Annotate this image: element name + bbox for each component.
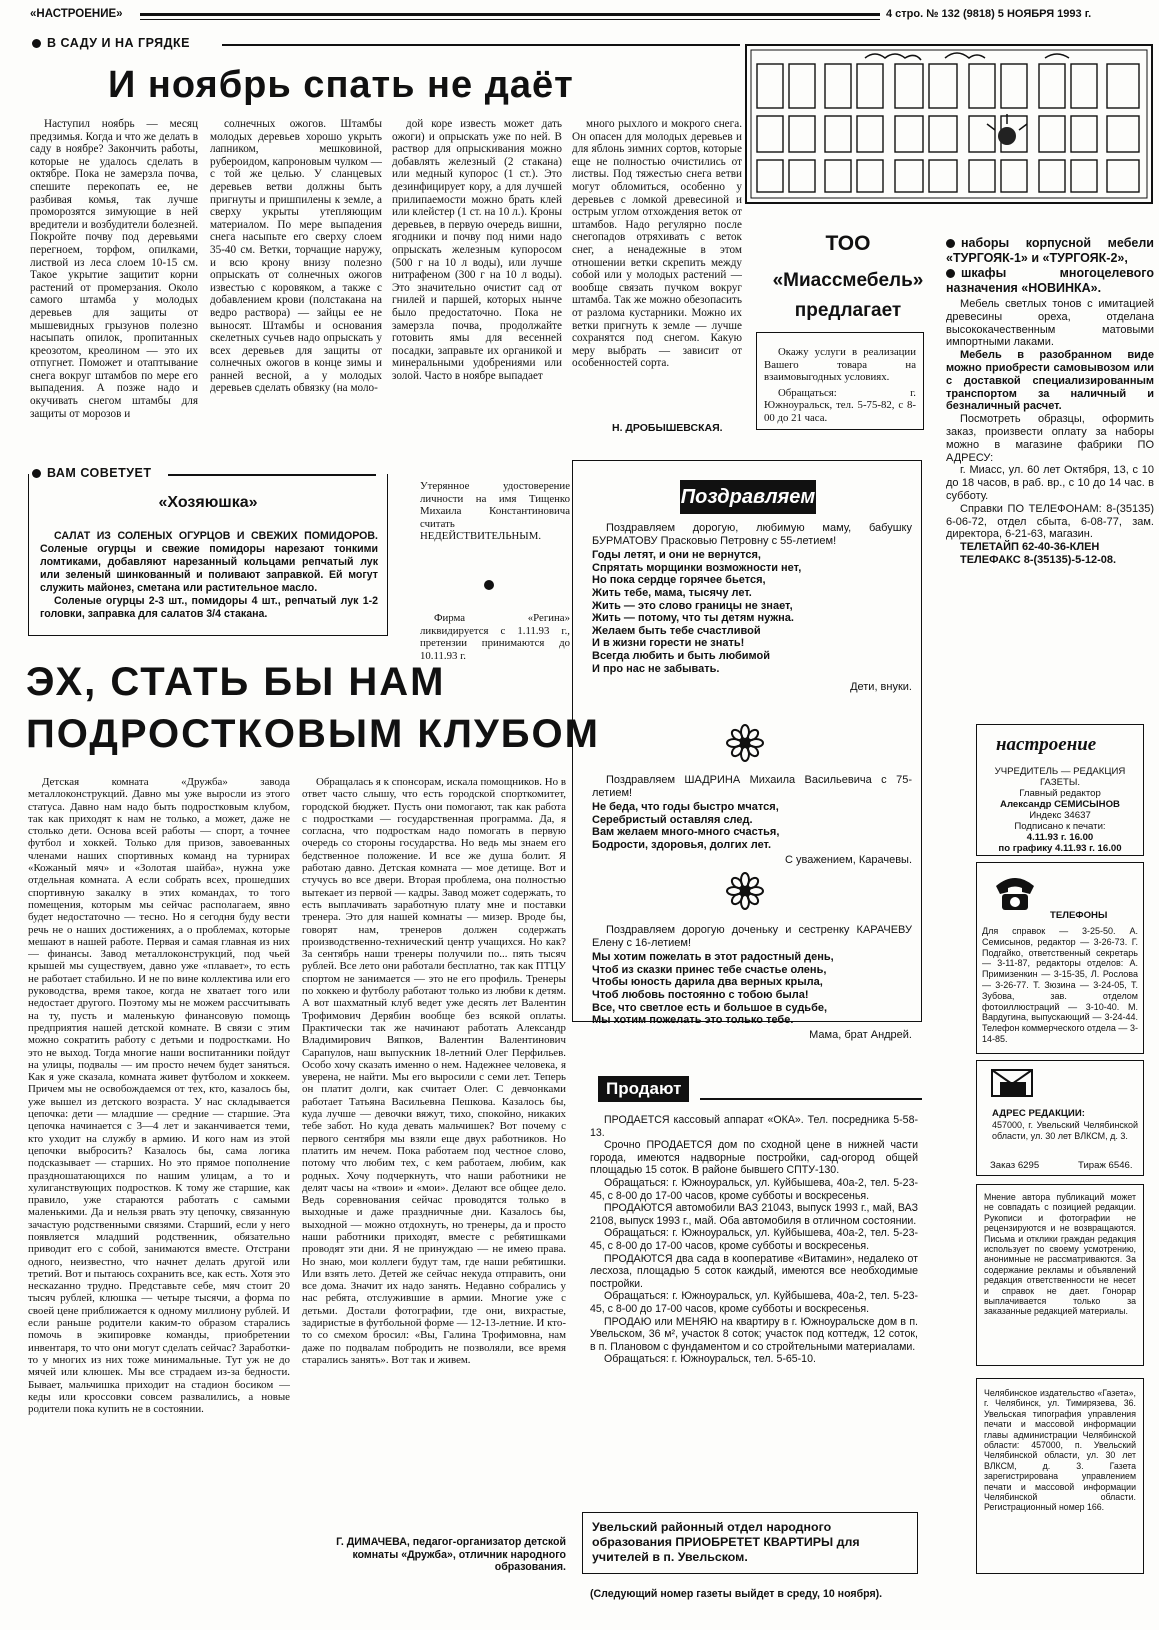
poem-line: И в жизни горести не знать!: [592, 637, 745, 650]
address-title: АДРЕС РЕДАКЦИИ:: [992, 1108, 1085, 1119]
advice-ingredients-text: Соленые огурцы 2-3 шт., помидоры 4 шт., репчатый лук 1-2 головки, заправка для салатов 3/4 стакана.: [40, 595, 378, 620]
next-issue: (Следующий номер газеты выйдет в среду, 10 ноября).: [590, 1588, 883, 1600]
poem-line: Серебристый оставляя след.: [592, 813, 753, 826]
kicker-rule: [222, 44, 740, 46]
sale-ad-4: ПРОДАЮТСЯ два сада в кооперативе «Витамин», недалеко от лесхоза, площадью 5 соток каждый, имеются все необходимые постройки.: [590, 1252, 918, 1290]
poem-line: Чтоб из сказки принес тебе счастье олень,: [592, 963, 827, 976]
imprint-index: Индекс 34637: [1029, 810, 1091, 821]
imprint-editor-title: Главный редактор: [1019, 788, 1101, 799]
lost-notice: [420, 480, 570, 543]
imprint-editor: Александр СЕМИСЫНОВ: [1000, 799, 1120, 810]
phones-list: Для справок — 3-25-50. А. Семисынов, редактор — 3-26-73. Г. Подгайко, ответственный секретарь — 3-11-87, редакторы отделов: А. Примизенкин — 3-15-35, Л. Рослова — 3-26-77. Т. Зюзина — 3-24-05, Т. Зубова, зав. отделом фотоиллюстраций — 3-10-40. М. Вардугина, выпускающий — 3-24-44. Телефон коммерческого отдела — 3-14-85.: [982, 926, 1138, 1044]
poem-line: Не беда, что годы быстро мчатся,: [592, 801, 779, 814]
congrats-1: [592, 522, 912, 694]
club-headline-2: ПОДРОСТКОВЫМ КЛУБОМ: [26, 712, 600, 756]
sale-rule: [700, 1098, 922, 1100]
club-signature: Г. ДИМАЧЕВА, педагог-организатор детской комнаты «Дружба», отличник народного образования.: [336, 1536, 566, 1573]
poem-line: Желаем быть тебе счастливой: [592, 624, 761, 637]
poem-line: Все, что светлое есть и большое в судьбе,: [592, 1001, 828, 1014]
order-number: Заказ 6295: [990, 1160, 1040, 1171]
issue-info: 4 стро. № 132 (9818) 5 НОЯБРЯ 1993 г.: [886, 8, 1092, 20]
window-drawing-icon: [745, 44, 1153, 204]
masthead-rule-thin: [140, 19, 880, 20]
poem-line: Но пока сердце горячее бьется,: [592, 574, 766, 587]
sale-ad-5: ПРОДАЮ или МЕНЯЮ на квартиру в г. Южноуральске дом в п. Увельском, 36 м², участок 8 соток; участок под коттедж, 12 соток, в п. Плановом с фундаментом и со стройтельными материалами.: [590, 1315, 918, 1353]
furniture-item-2: [946, 266, 1154, 296]
sale-ad-3-contact: Обращаться: г. Южноуральск, ул. Куйбышева, 40а-2, тел. 5-23-45, с 8-00 до 17-00 часов, кроме субботы и воскресенья.: [590, 1227, 918, 1252]
section-name: «НАСТРОЕНИЕ»: [30, 8, 123, 20]
club-col-1: [28, 776, 290, 1622]
garden-kicker: [32, 36, 190, 50]
congrats-2-poem: [592, 801, 912, 851]
poem-line: Спрятать морщинки возможности нет,: [592, 561, 802, 574]
poem-line: Всегда любить и быть любимой: [592, 649, 770, 662]
imprint-founder: УЧРЕДИТЕЛЬ — РЕДАКЦИЯ ГАЗЕТЫ.: [994, 766, 1126, 788]
garden-text-1: Наступил ноябрь — месяц предзимья. Когда и что же делать в саду в ноябре? Закончить работы, которые не удалось сделать в октябре. Пока не замерзла почва, спешите перекопать ее, не разбивая комья, так лучше проморозятся зимующие в ней вредители и возбудители болезней. Покройте почву под деревьями перегноем, торфом, опилками, листвой из леса слоем 10-15 см. Такое укрытие защитит корни растений от промерзания. Около самого штамба у молодых деревьев для защиты от мышевидных грызунов полезно насыпать опилок, пропитанных креозотом, креолином — это их отпугнет. Поможет и отаптывание снега вокруг штамбов по мере его выпадения. А позже надо и окучивать снегом штамбы для защиты от морозов и: [30, 118, 198, 420]
poem-line: Бодрости, здоровья, долгих лет.: [592, 838, 772, 851]
congrats-1-poem: [592, 549, 912, 675]
club-text-1: Детская комната «Дружба» завода металлоконструкций. Давно мы уже выросли из этого статуса. Давно нам надо быть подростковым клубом, так как приходят к нам не только, а может, даже не столько дети. Основа всей работы — спорт, а точнее футбол и хоккей. Только для призов, завоеванных членами наших спортивных команд на турнирах «Кожаный мяч» и «Золотая шайба», нужна уже отдельная комната. А если собрать всех, прошедших спортивную закалку в этих командах, то того помещения, которым мы сейчас располагаем, явно будет недостаточно — тесно. Но я сегодня буду вести речь не о наших достижениях, а о проблемах, которые мешают в нашей работе. Первая и самая главная из них — финансы. Завод металлоконструкций, под чьей крышей мы существуем, давно уже «плавает», то есть не работает стабильно. И не по вине коллектива или его руководства, время такое, когда не хватает того или недостает другого. Поэтому мы не можем рассчитывать на ту, пусть и маленькую финансовую помощь предприятия нашей детской комнате. В связи с этим можно сократить работу с детьми и подростками. Но это не выход. Тогда многие наши воспитанники пойдут на улицы, подвалы — им просто нечем будет заняться. Как я уже сказала, комната живет футболом и хоккеем. Причем мы не освобождаемся от тех, кто, казалось бы, уже вышел из детского возраста. У нас складывается цепочка: дети — младшие — средние — старшие. Эта цепочка начинается с 3—4 лет и заканчивается теми, кто уходит на службу в армию. И кого нам из этой цепочки выбросить? Казалось бы, сама логика подсказывает — старших. Но это прямое пополнение праздношатающихся по нашим улицам, а то и хулиганствующих подростков. К тому же старшие, как правило, уже стараются работать с самыми маленькими. Да и нельзя рвать эту цепочку, связанную зачастую родственными связями. Старший, если у него появляется младший родственник, обязательно приводит его с собой, занимаются вместе. Отстрани одного, неизвестно, что начнет делать другой или третий. Вот и пытаюсь сохранить все, как есть. Хотя это нескazанно трудно. Представьте себе, мяч стоит 20 тысяч рублей, клюшка — четыре тысячи, а форма по своей цене приближается к одному миллиону рублей. И если раньше родители каким-то образом старались помочь в экипировке команды, приобретении инвентаря, то что они могут сделать сейчас? Заработки-то у многих из них тоже минимальные. Тут уж не до мячей или клюшек. Мы все страдаем из-за бедности. Бывает, мальчишка приходит на стадион босиком — кеды или кроссовки совсем развалились, а новые родители пока купить не в состоянии.: [28, 776, 290, 1416]
sale-header: Продают: [598, 1076, 689, 1102]
congrats-3-sign: Мама, брат Андрей.: [809, 1028, 912, 1041]
imprint-founder-block: [980, 766, 1140, 854]
congrats-3: [592, 924, 912, 1041]
poem-line: И про нас не забывать.: [592, 662, 720, 675]
garden-kicker-text: В САДУ И НА ГРЯДКЕ: [47, 36, 190, 50]
furniture-item-1-text: наборы корпусной мебели «ТУРГОЯК-1» и «ТУРГОЯК-2»,: [946, 236, 1154, 265]
masthead-rule: [140, 13, 880, 16]
furniture-phones: Справки ПО ТЕЛЕФОНАМ: 8-(35135) 6-06-72, отдел сбыта, 6-08-77, зам. директора, 6-21-63, магазин.: [946, 502, 1154, 541]
garden-text-4: много рыхлого и мокрого снега. Он опасен для молодых деревьев и для яблонь зимних сортов, которые еще не полностью очистились от листвы. Под тяжестью снега ветви могут обломиться, особенно у деревьев с ломкой древесиной и острым углом отхождения веток от штамбов. Надо регулярно после снегопадов отряхивать с веток снег, а ненадежные в этом отношении ветки скрепить между собой или у молодых растений — вообще связать пучком вокруг штамба. Так же можно обезопасить от разлома кустарники. Можно их ветки пригнуть к земле — лучше сохранятся под снегом. Какую меру выбрать — зависит от особенностей сорта.: [572, 118, 742, 370]
bullet-icon: [484, 580, 494, 590]
advice-recipe: [40, 530, 378, 621]
too-services-text: Окажу услуги в реализации Вашего товара на взаимовыгодных условиях.: [764, 346, 916, 384]
bullet-icon: [32, 39, 41, 48]
club-col-2: [302, 776, 566, 1526]
furniture-address: г. Миасс, ул. 60 лет Октября, 13, с 10 до 18 часов, в раб. вр., с 10 до 14 час. в субботу.: [946, 464, 1154, 502]
flower-icon: [726, 872, 764, 915]
bullet-icon: [946, 269, 955, 278]
furniture-item-2-text: шкафы многоцелевого назначения «НОВИНКА».: [946, 266, 1154, 295]
too-contact-text: Обращаться: г. Южноуральск, тел. 5-75-82, с 8-00 до 21 часа.: [764, 386, 916, 424]
garden-col-4: [572, 118, 742, 422]
flower-icon: [726, 724, 764, 767]
advice-title: «Хозяюшка»: [158, 494, 258, 511]
congrats-1-intro: Поздравляем дорогую, любимую маму, бабушку БУРМАТОВУ Прасковью Петровну с 55-летием!: [592, 522, 912, 547]
advice-recipe-text: САЛАТ ИЗ СОЛЕНЫХ ОГУРЦОВ И СВЕЖИХ ПОМИДОРОВ. Соленые огурцы и свежие помидоры нарезают тонкими ломтиками, добавляют нарезанный кольцами репчатый лук или зеленый шинкованный и поливают заправкой. Ей могут служить майонез, сметана или растительное масло.: [40, 530, 378, 594]
congrats-2-sign: С уважением, Карачевы.: [785, 853, 912, 866]
congrats-2-intro: Поздравляем ШАДРИНА Михаила Васильевича с 75-летием!: [592, 774, 912, 799]
garden-col-2: [210, 118, 382, 436]
furniture-teletype: ТЕЛЕТАЙП 62-40-36-КЛЕН: [960, 541, 1100, 554]
regina-notice: [420, 612, 570, 662]
poem-line: Жить тебе, мама, тысячу лет.: [592, 586, 752, 599]
sale-ad-3: ПРОДАЮТСЯ автомобили ВАЗ 21043, выпуск 1993 г., май, ВАЗ 2108, выпуск 1993 г., май. Оба автомобиля в отличном состоянии.: [590, 1202, 918, 1227]
sale-ad-1: ПРОДАЕТСЯ кассовый аппарат «ОКА». Тел. посредника 5-58-13.: [590, 1114, 918, 1139]
poem-line: Чтобы юность дарила два верных крыла,: [592, 976, 823, 989]
furniture-order: Посмотреть образцы, оформить заказ, произвести оплату за наборы можно в магазине фабрики ПО АДРЕСУ:: [946, 413, 1154, 464]
poem-line: Чтоб любовь постоянно с тобою была!: [592, 988, 809, 1001]
congrats-2: [592, 774, 912, 866]
lost-notice-text: Утерянное удостоверение личности на имя Тищенко Михаила Константиновича считать НЕДЕЙСТВИТЕЛЬНЫМ.: [420, 480, 570, 543]
poem-line: Мы хотим пожелать в этот радостный день,: [592, 951, 834, 964]
sale-ad-5-contact: Обращаться: г. Южноуральск, тел. 5-65-10.: [604, 1353, 816, 1366]
club-headline-1: ЭХ, СТАТЬ БЫ НАМ: [26, 660, 446, 704]
imprint-signed-plan: по графику 4.11.93 г. 16.00: [998, 843, 1122, 854]
furniture-item-1: [946, 236, 1154, 266]
furniture-ad: [946, 236, 1154, 676]
too-title-1: ТОО: [825, 232, 871, 255]
imprint-signed-fact: 4.11.93 г. 16.00: [1026, 832, 1094, 843]
too-title-3: предлагает: [794, 300, 902, 321]
garden-col-1: [30, 118, 198, 436]
advice-kicker-text: ВАМ СОВЕТУЕТ: [47, 466, 152, 480]
envelope-icon: [990, 1068, 1034, 1103]
poem-line: Жить — это слово границы не знает,: [592, 599, 793, 612]
window-illustration: [745, 44, 1153, 204]
poem-line: Жить — потому, что ты детям нужна.: [592, 612, 794, 625]
bullet-icon: [946, 239, 955, 248]
regina-notice-text: Фирма «Регина» ликвидируется с 1.11.93 г., претензии принимаются до 10.11.93 г.: [420, 612, 570, 662]
club-text-2: Обращалась я к спонсорам, искала помощников. Но в ответ часто слышу, что есть городской спорткомитет, городской бюджет. Пусть они помогают, так как работа с подростками — государственная программа. Да, я согласна, что подросткам надо помогать в первую очередь со стороны государства. Но ведь мы знаем его бедственное положение. И все же душа болит. Я работаю давно. Детская комната — мое детище. Вот и стучусь во все двери. Вторая проблема, она полностью вытекает из первой — кадры. Завод может содержать, то есть выплачивать заработную плату мне и поставки тренера. Это для нашей комнаты — мизер. Вроде бы, говорят нам, тренеров должен содержать производственно-технический центр учащихся. Но как? За сентябрь наши тренеры получили по... пять тысяч рублей. Все лето они работали бесплатно, так как ПТЦУ спортом не занимается — это не его профиль. Тренеры по хоккею и футболу работают только из любви к детям. А вот шахматный клуб ведет уже десять лет Валентин Трофимович Дерябин вообще без всякой оплаты. Практически так же начинают работать Александр Владимирович Вяпков, Валентин Валентинович Сарапулов, наш выпускник 18-летний Олег Перфильев. Особо хочу сказать именно о нем. Надежнее человека, я уверена, не найти. Мы его выросили с семи лет. Теперь он платит долги, как считает Олег. С девчонками работает Татьяна Васильевна Пешкова. Казалось бы, куда лучше — девочки вяжут, тихо, спокойно, никаких тебе забот. Но куда девать мальчишек? Вот почему с первого сентября мы взяли еще двух работников. Но платить им нечем. Пока работаем под честное слово, потому что любим тех, с кем работаем, любим, как родных. Хочу подчеркнуть, что наши работники не делят часы на «твои» и «мои». Делают все общее дело. Ведь соревнования сейчас проводятся только в выходные и даже праздничные дни. Казалось бы, выходной — можно отдохнуть, но тренеры, да и просто наши работники приходят, вместе с ребятишками проводят эти дни. Я не принуждаю — не имею права. Но знаю, мои коллеги будут там, где наши ребятишки. Или взять лето. Детей же сейчас некуда отправить, они все дома. Значит их надо занять. Недавно собрались у нас ребята, отслужившие в армии. Многие уже с детьми. Достали фотографии, где они, вихрастые, задиристые в футбольной форме — 12-13-летние. И кто-то со смехом бросил: «Вы, Галина Трофимовна, нам даже по подвалам побродить не позволяли, все время старались занять». Вот так и живем.: [302, 776, 566, 1366]
garden-headline: И ноябрь спать не даёт: [108, 64, 574, 106]
disclaimer: Мнение автора публикаций может не совпадать с позицией редакции. Рукописи и фотографии не рецензируются и не возвращаются. Письма и отклики граждан редакция использует по своему усмотрению, анонимные не рассматриваются. За содержание рекламы и объявлений редакция ответственности не несет и справок не дает. Гонорар выплачивается только за заказанные редакцией материалы.: [984, 1192, 1136, 1317]
too-services: [764, 346, 916, 425]
uvelsky-ad: Увельский районный отдел народного образования ПРИОБРЕТЕТ КВАРТИРЫ для учителей в п. Увельском.: [592, 1520, 860, 1564]
garden-col-3: [392, 118, 562, 436]
address-text: 457000, г. Увельский Челябинской области, ул. 30 лет ВЛКСМ, д. 3.: [992, 1120, 1138, 1141]
imprint-signed: Подписано к печати:: [1014, 821, 1106, 832]
too-title-2: «Миассмебель»: [772, 270, 924, 291]
circulation: Тираж 6546.: [1078, 1160, 1133, 1171]
poem-line: Мы хотим пожелать это только тебе.: [592, 1014, 794, 1027]
poem-line: Годы летят, и они не вернутся,: [592, 549, 761, 562]
sale-ad-4-contact: Обращаться: г. Южноуральск, ул. Куйбышева, 40а-2, тел. 5-23-45, с 8-00 до 17-00 часов, кроме субботы и воскресенья.: [590, 1290, 918, 1315]
furniture-desc: Мебель светлых тонов с имитацией древесины ореха, отделана высококачественным матовыми импортными лаками.: [946, 298, 1154, 349]
garden-text-3: дой коре известь может дать ожоги) и опрыскать уже по ней. В раствор для опрыскивания можно добавлять железный (2 стакана) или медный купорос (1 ст.). Это дезинфицирует кору, а для лучшей прилипаемости можно брать клей или клейстер (1 ст. на 10 л.). Кроны деревьев, в первую очередь вишни, ягодники и почву под ними надо опрыскать железным купоросом (500 г на 10 л воды), или лучше нитрафеном (300 г на 10 л воды). Это значительно очистит сад от гнилей и паршей, которых нынче было предостаточно. Пока не замерзла почва, продолжайте готовить ямы для весенней посадки, заправьте их органикой и минеральными удобрениями или золой. Часто в ноябре выпадает: [392, 118, 562, 382]
congrats-1-sign: Дети, внуки.: [850, 681, 912, 694]
paper-logo: настроение: [996, 734, 1097, 755]
furniture-buy: Мебель в разобранном виде можно приобрести самовывозом или с доставкой специализированным транспортом за наличный и безналичный расчет.: [946, 349, 1154, 413]
sale-ads: [590, 1114, 918, 1366]
publisher: Челябинское издательство «Газета», г. Челябинск, ул. Тимирязева, 36. Увельская типография управления печати и массовой информации главы администрации Челябинской области: 457000, п. Увельский Челябинской области, ул. 30 лет ВЛКСМ, д. 3. Газета зарегистрирована управлением печати и массовой информации Челябинской области. Регистрационный номер 166.: [984, 1388, 1136, 1513]
furniture-telefax: ТЕЛЕФАКС 8-(35135)-5-12-08.: [960, 553, 1117, 566]
sale-ad-2-contact: Обращаться: г. Южноуральск, ул. Куйбышева, 40а-2, тел. 5-23-45, с 8-00 до 17-00 часов, кроме субботы и воскресенья.: [590, 1176, 918, 1202]
telephone-icon: [990, 872, 1040, 919]
congrats-banner: Поздравляем: [680, 480, 816, 514]
congrats-3-intro: Поздравляем дорогую доченьку и сестренку КАРАЧЕВУ Елену с 16-летием!: [592, 924, 912, 949]
phones-title: ТЕЛЕФОНЫ: [1050, 910, 1108, 921]
garden-text-2: солнечных ожогов. Штамбы молодых деревьев хорошо укрыть лапником, мешковиной, рубероидом, капроновым чулком — с той же целью. У сланцевых деревьев ветви должны быть пригнуты и пришпилены к земле, а сверху укрыты утепляющим материалом. По мере выпадения снега насыпьте его сверху слоем 35-40 см. Ветки, торчащие наружу, и всю крону внизу полезно опрыскать от солнечных ожогов известью с коровяком, а также с добавлением крови (полстакана на ведро раствора) — зайцы ее не выносят. Штамбы и основания скелетных сучьев надо опрыскать у всех деревьев для защиты от солнечных ожогов в конце зимы и ранней весной, а у молодых деревьев сделать обвязку (на моло-: [210, 118, 382, 395]
congrats-3-poem: [592, 951, 912, 1027]
garden-signature: Н. ДРОБЫШЕВСКАЯ.: [612, 422, 723, 434]
poem-line: Вам желаем много-много счастья,: [592, 826, 780, 839]
sale-ad-2: Срочно ПРОДАЕТСЯ дом по сходной цене в нижней части города, имеются надворные постройки, сад-огород общей площадью 15 соток. В районе бывшего СПТУ-130.: [590, 1139, 918, 1177]
